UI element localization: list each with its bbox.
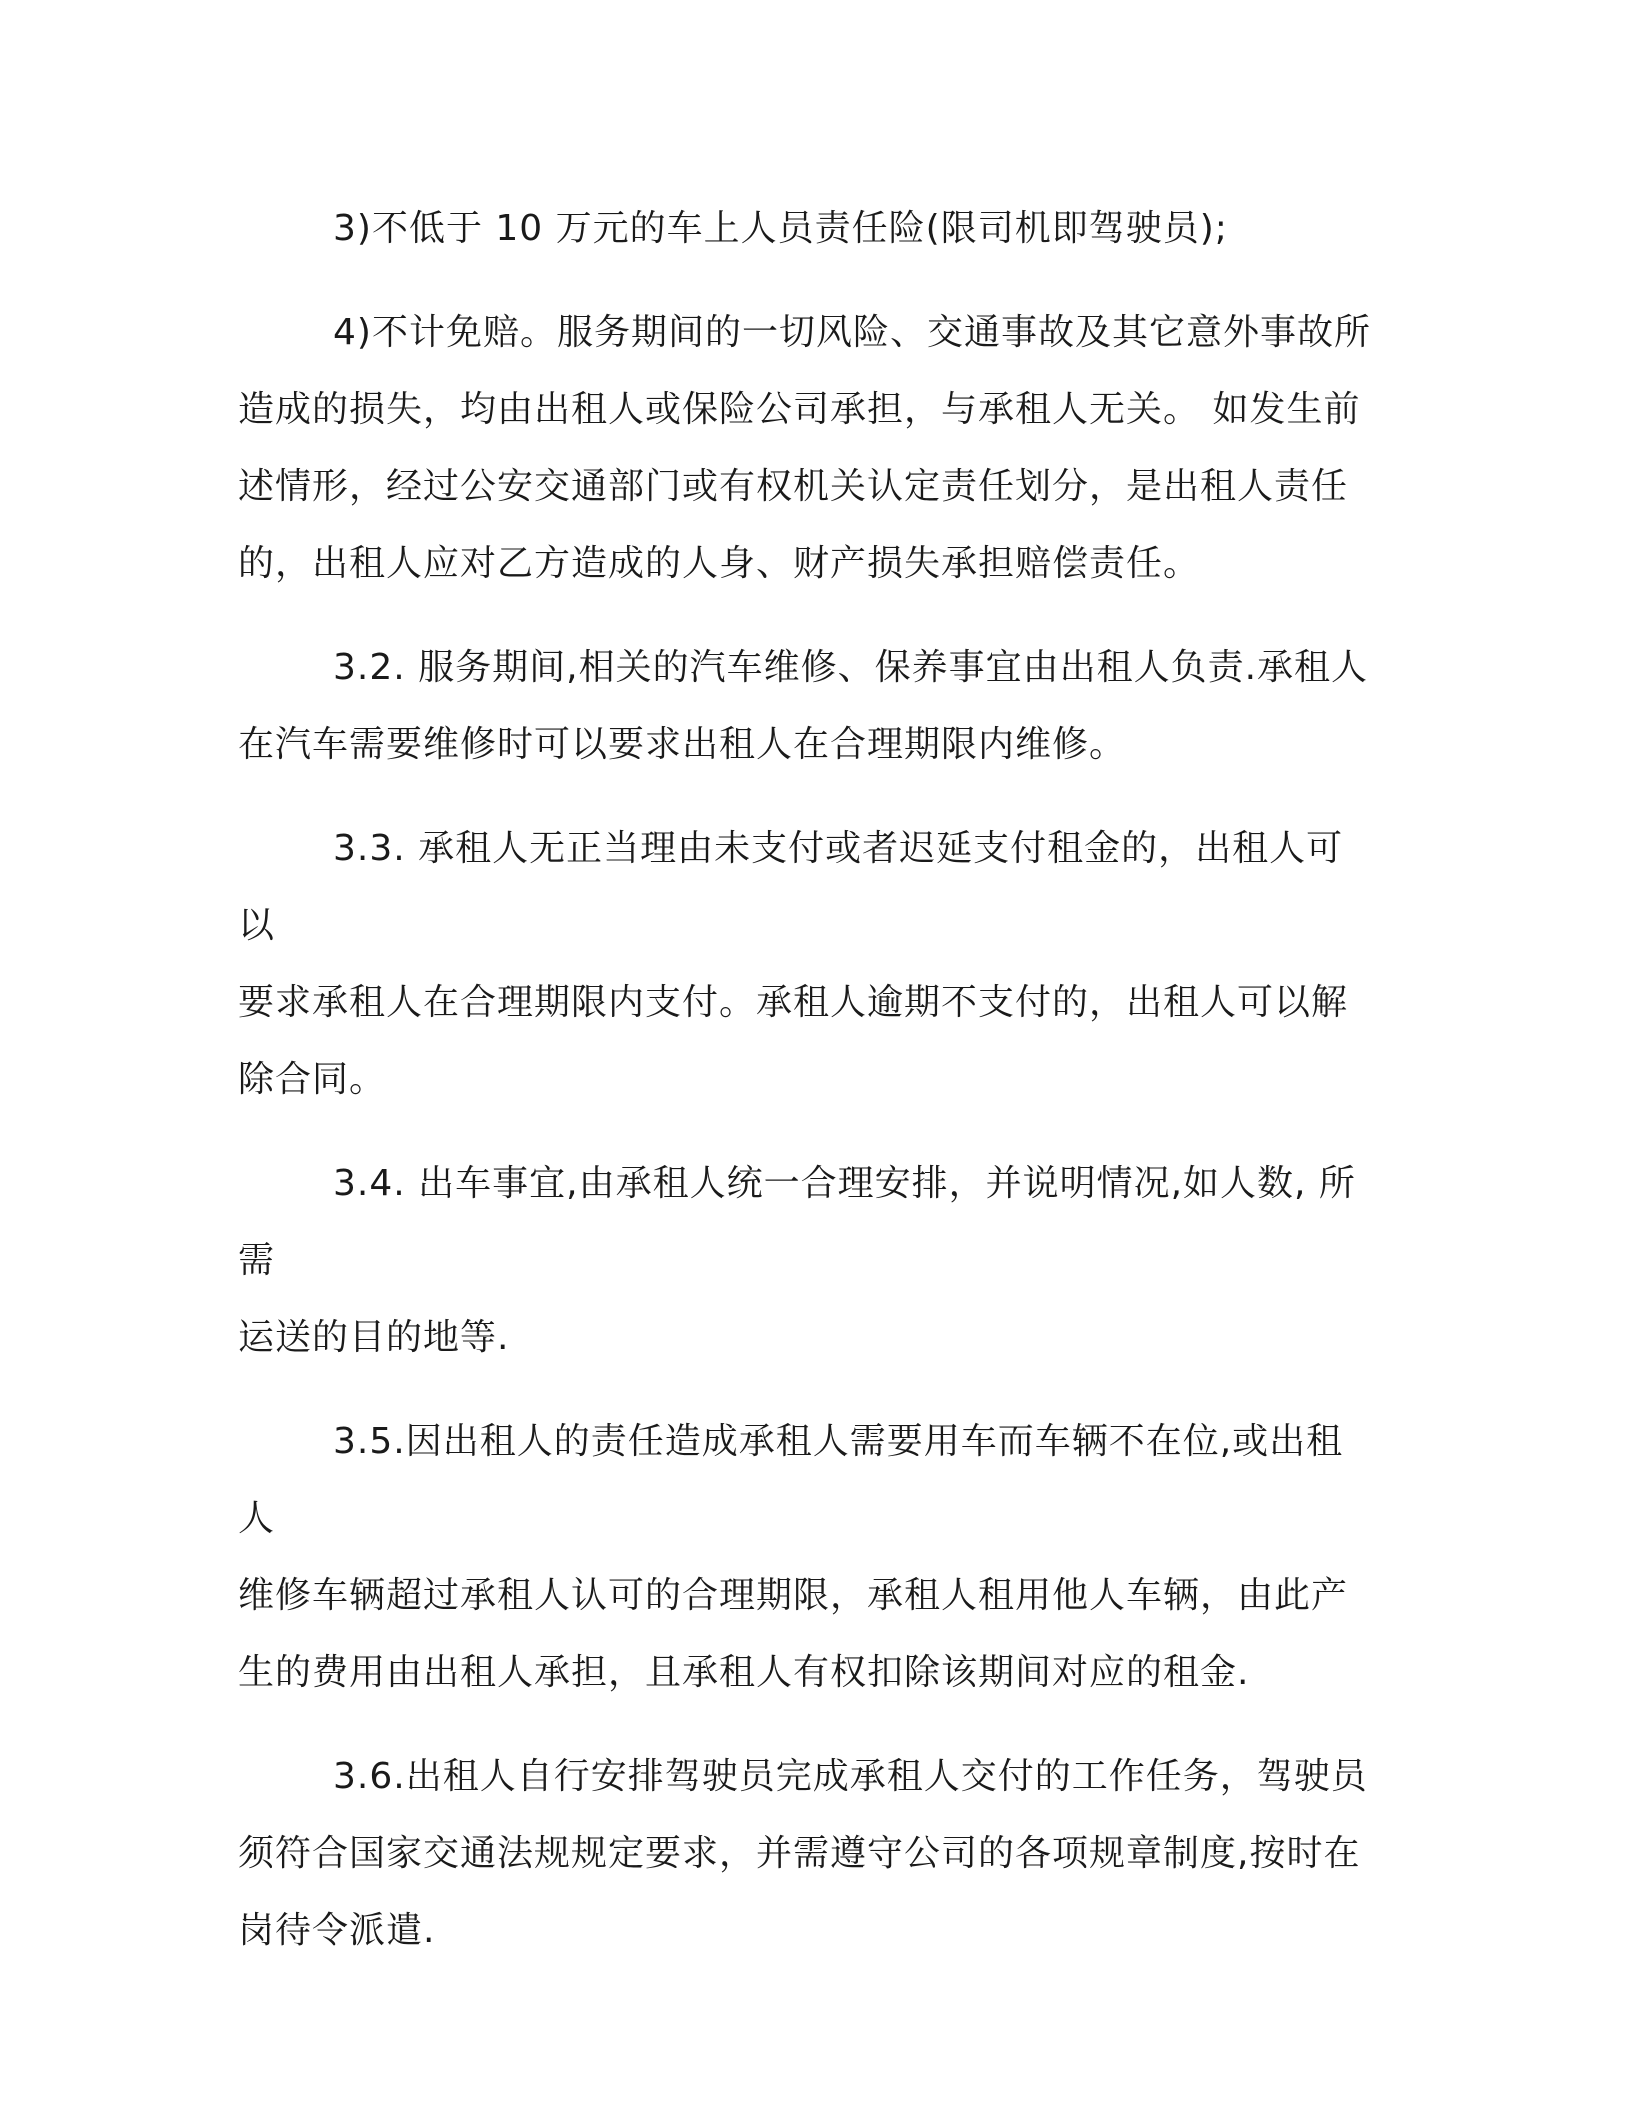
line: 3)不低于 10 万元的车上人员责任险(限司机即驾驶员);: [333, 208, 1228, 249]
document-body: [238, 190, 1378, 1969]
paragraph-clause-3-2: [238, 629, 1378, 783]
line: 维修车辆超过承租人认可的合理期限，承租人租用他人车辆，由此产: [238, 1575, 1349, 1616]
line: 要求承租人在合理期限内支付。承租人逾期不支付的，出租人可以解: [238, 982, 1349, 1023]
line: 造成的损失，均由出租人或保险公司承担，与承租人无关。 如发生前: [238, 389, 1361, 430]
line: 除合同。: [238, 1059, 387, 1100]
paragraph-clause-3-5: [238, 1403, 1378, 1711]
line: 岗待令派遣.: [238, 1910, 436, 1951]
line: 4)不计免赔。服务期间的一切风险、交通事故及其它意外事故所: [333, 312, 1371, 353]
paragraph-clause-3-3: [238, 810, 1378, 1118]
line: 3.6.出租人自行安排驾驶员完成承租人交付的工作任务，驾驶员: [333, 1756, 1368, 1797]
paragraph-clause-3-6: [238, 1738, 1378, 1969]
line: 生的费用由出租人承担，且承租人有权扣除该期间对应的租金.: [238, 1652, 1250, 1693]
line: 3.4. 出车事宜,由承租人统一合理安排，并说明情况,如人数, 所需: [238, 1163, 1356, 1281]
line: 3.5.因出租人的责任造成承租人需要用车而车辆不在位,或出租人: [238, 1421, 1344, 1539]
line: 运送的目的地等.: [238, 1317, 510, 1358]
line: 在汽车需要维修时可以要求出租人在合理期限内维修。: [238, 724, 1127, 765]
line: 须符合国家交通法规规定要求，并需遵守公司的各项规章制度,按时在: [238, 1833, 1361, 1874]
line: 的，出租人应对乙方造成的人身、财产损失承担赔偿责任。: [238, 543, 1201, 584]
line: 述情形，经过公安交通部门或有权机关认定责任划分，是出租人责任: [238, 466, 1349, 507]
line: 3.2. 服务期间,相关的汽车维修、保养事宜由出租人负责.承租人: [333, 647, 1369, 688]
paragraph-insurance-item-3: [238, 190, 1378, 267]
line: 3.3. 承租人无正当理由未支付或者迟延支付租金的，出租人可以: [238, 828, 1344, 946]
paragraph-insurance-item-4: [238, 294, 1378, 602]
paragraph-clause-3-4: [238, 1145, 1378, 1376]
